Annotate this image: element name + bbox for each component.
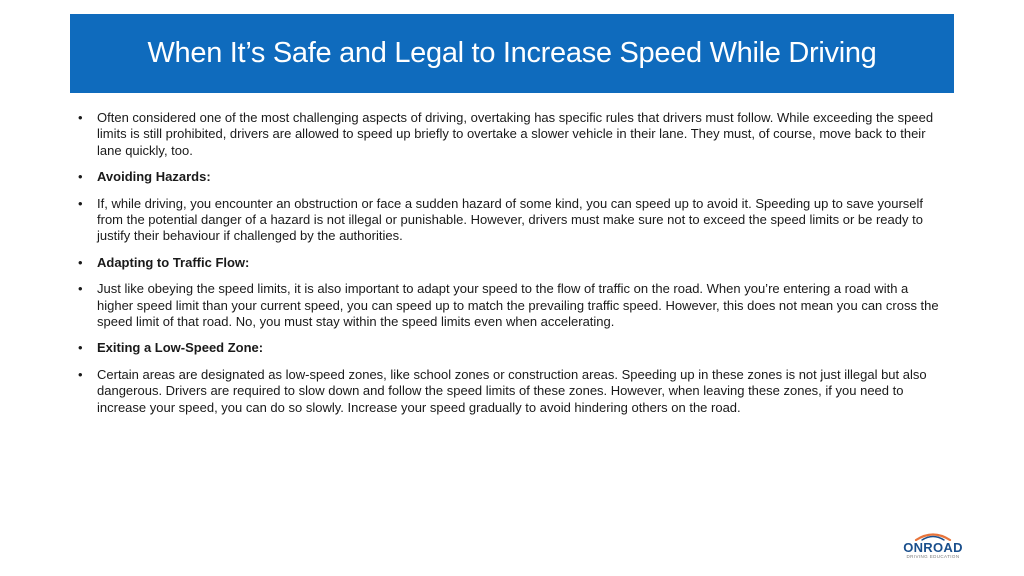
section-heading: Avoiding Hazards: <box>97 169 211 185</box>
title-banner <box>70 14 954 93</box>
bullet-text: Certain areas are designated as low-speed zones, like school zones or construction areas. Speeding up in these zones is not just illegal but also dangerous. Drivers are required to slow down and follow the speed limits of these zones. However, when leaving these zones, if you need to increase your speed, you can do so slowly. Increase your speed gradually to avoid hindering others on the road. <box>97 366 927 415</box>
list-item <box>78 340 946 356</box>
bullet-marker: • <box>78 281 83 297</box>
list-item <box>78 281 946 330</box>
bullet-marker: • <box>78 110 83 125</box>
list-item <box>78 255 946 271</box>
list-item <box>78 367 946 416</box>
slide-title: When It’s Safe and Legal to Increase Speed While Driving <box>147 37 877 69</box>
bullet-marker: • <box>78 340 83 356</box>
logo-name: ONROAD <box>903 540 963 555</box>
bullet-marker: • <box>78 366 83 382</box>
logo-tagline: DRIVING EDUCATION <box>906 554 960 559</box>
list-item <box>78 196 946 245</box>
section-heading: Adapting to Traffic Flow: <box>97 254 250 270</box>
bullet-marker: • <box>78 254 83 270</box>
onroad-logo <box>896 532 970 564</box>
bullet-list <box>78 110 946 416</box>
bullet-marker: • <box>78 169 83 185</box>
section-heading: Exiting a Low-Speed Zone: <box>97 340 264 356</box>
list-item <box>78 169 946 185</box>
slide-body <box>78 110 946 426</box>
list-item <box>78 110 946 159</box>
bullet-marker: • <box>78 195 83 211</box>
bullet-text: Just like obeying the speed limits, it is also important to adapt your speed to the flow of traffic on the road. When you’re entering a road with a higher speed limit than your current speed, you can speed up to match the prevailing traffic speed. However, this does not mean you can cross the speed limit of that road. No, you must stay within the speed limits even when accelerating. <box>97 281 939 330</box>
bullet-text: Often considered one of the most challenging aspects of driving, overtaking has specific rules that drivers must follow. While exceeding the speed limits is still prohibited, drivers are allowed to speed up briefly to overtake a slower vehicle in their lane. They must, of course, move back to their lane quickly, too. <box>97 110 934 158</box>
bullet-text: If, while driving, you encounter an obstruction or face a sudden hazard of some kind, you can speed up to avoid it. Speeding up to save yourself from the potential danger of a hazard is not illegal or punishable. However, drivers must make sure not to exceed the speed limits or be ready to justify their behaviour if challenged by the authorities. <box>97 195 924 244</box>
